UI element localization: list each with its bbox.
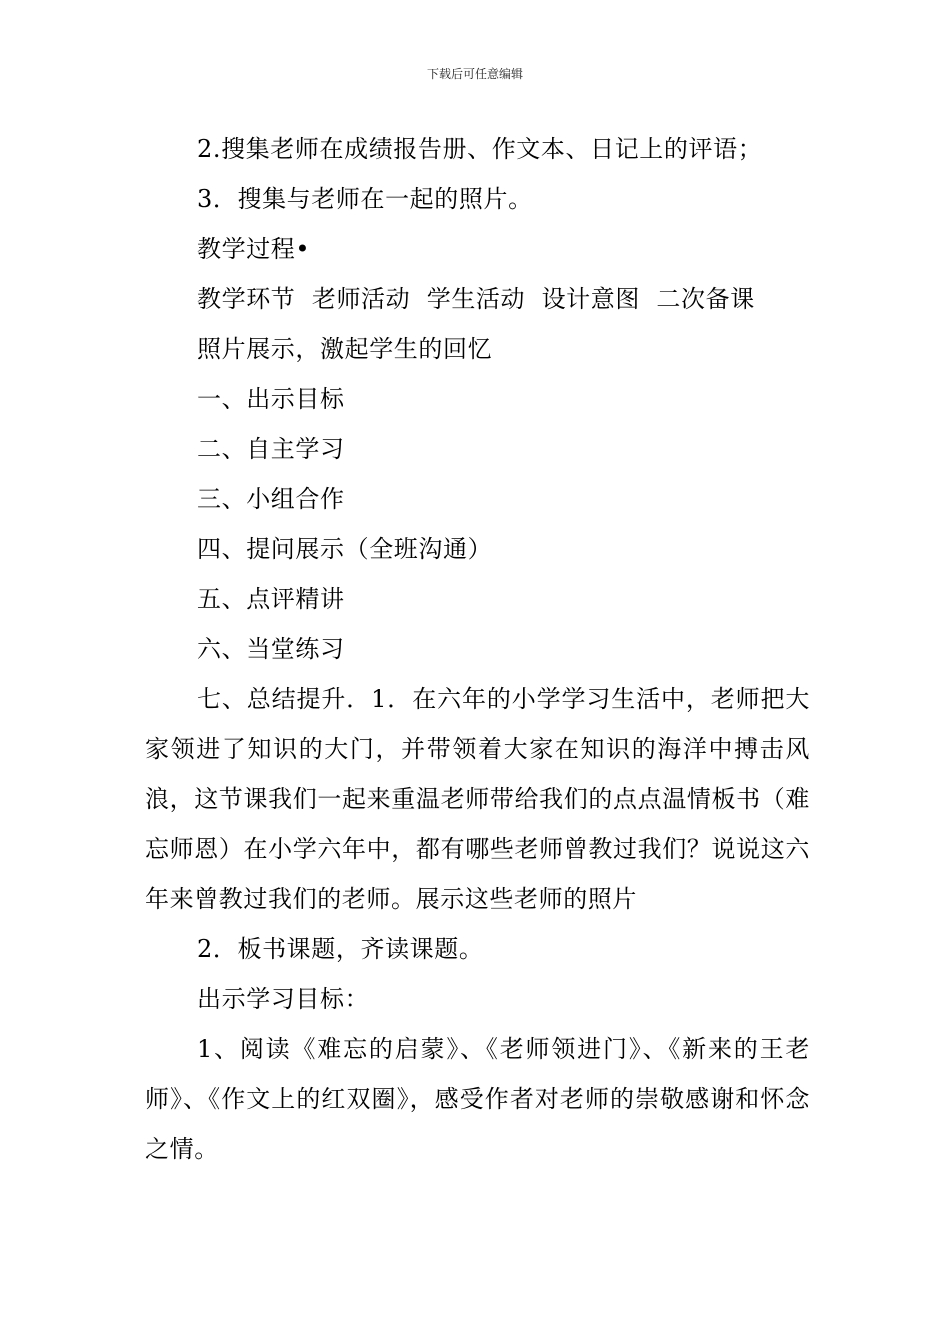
paragraph-step-2: 二、自主学习: [197, 435, 345, 463]
paragraph-step-5: 五、点评精讲: [197, 585, 345, 613]
paragraph-step-3: 三、小组合作: [197, 485, 345, 513]
document-body: [145, 124, 810, 1174]
paragraph-collect-comments: 2.搜集老师在成绩报告册、作文本、日记上的评语；: [197, 135, 763, 163]
paragraph-board-title: 2．板书课题，齐读课题。: [197, 935, 484, 963]
paragraph-photo-display: 照片展示，激起学生的回忆: [197, 335, 493, 363]
paragraph-teaching-process: 教学过程•: [197, 235, 311, 263]
paragraph-collect-photos: 3．搜集与老师在一起的照片。: [197, 185, 533, 213]
paragraph-step-4: 四、提问展示（全班沟通）: [197, 535, 493, 563]
paragraph-step-6: 六、当堂练习: [197, 635, 345, 663]
paragraph-show-objectives: 出示学习目标：: [197, 985, 370, 1013]
paragraph-step-1: 一、出示目标: [197, 385, 345, 413]
paragraph-objective-1: 1、阅读《难忘的启蒙》、《老师领进门》、《新来的王老师》、《作文上的红双圈》，感受作者对老师的崇敬感谢和怀念之情。: [145, 1035, 810, 1163]
page-header-note: 下载后可任意编辑: [426, 67, 523, 81]
paragraph-table-headers: 教学环节 老师活动 学生活动 设计意图 二次备课: [197, 285, 755, 313]
paragraph-step-7-summary: 七、总结提升．1．在六年的小学学习生活中，老师把大家领进了知识的大门，并带领着大家在知识的海洋中搏击风浪，这节课我们一起来重温老师带给我们的点点温情板书（难忘师恩）在小学六年中，都有哪些老师曾教过我们？说说这六年来曾教过我们的老师。展示这些老师的照片: [145, 685, 810, 913]
